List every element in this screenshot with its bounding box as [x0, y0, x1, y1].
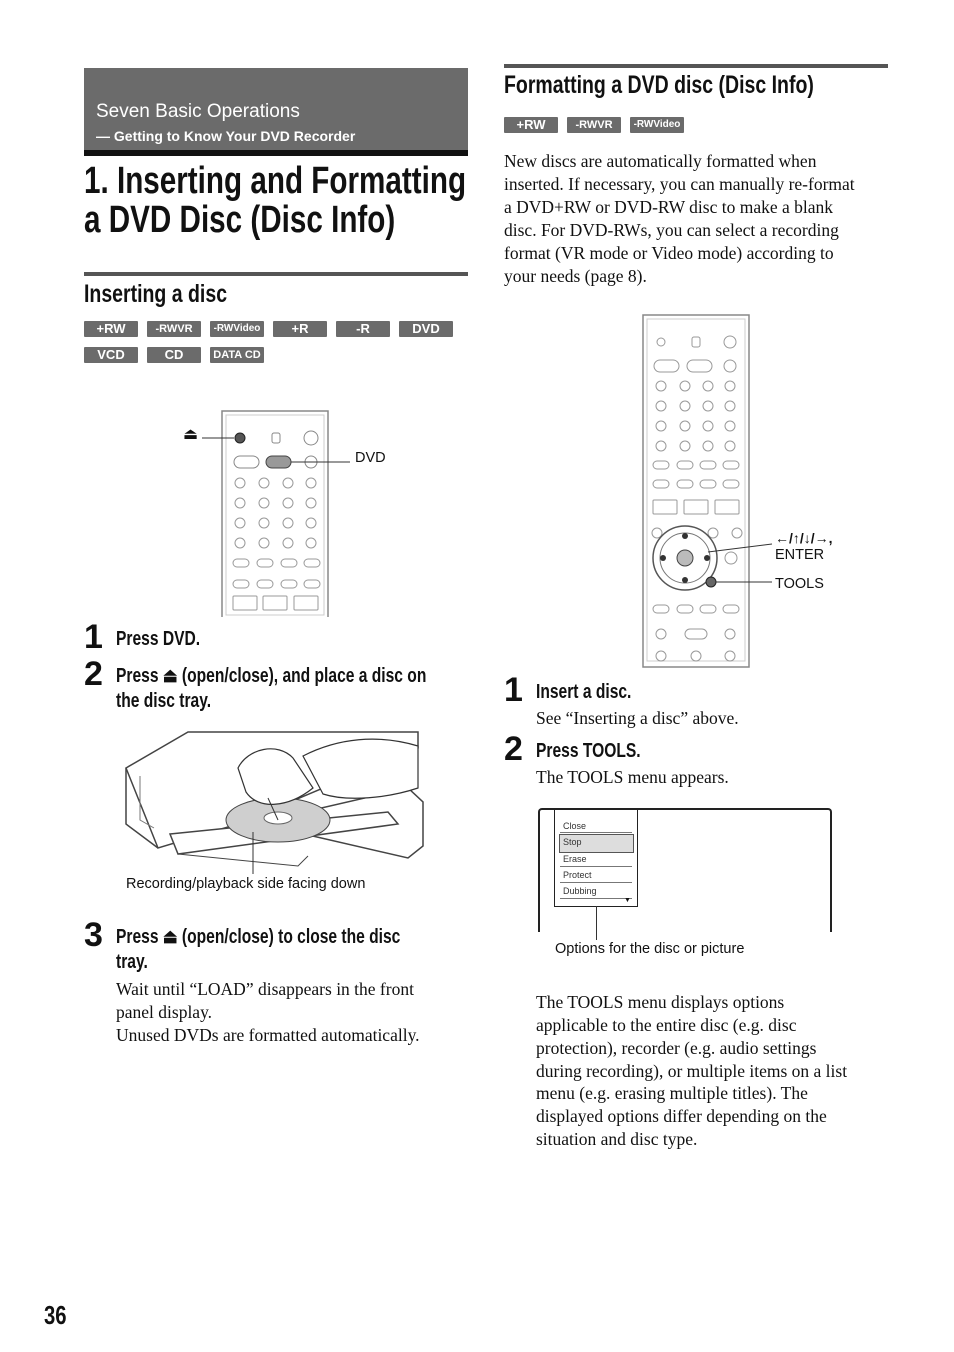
menu-item-protect[interactable]: Protect: [563, 870, 592, 880]
step-body: The TOOLS menu appears.: [536, 767, 729, 787]
badge-plus-rw: +RW: [84, 321, 138, 337]
badge-minus-rw-video: -RWVideo: [210, 321, 264, 337]
inserting-heading: Inserting a disc: [84, 280, 228, 308]
menu-divider: [560, 866, 632, 867]
outro-line: applicable to the entire disc (e.g. disc: [536, 1015, 797, 1035]
menu-caption-pointer: [596, 906, 597, 940]
remote-label-dvd: DVD: [355, 450, 386, 466]
intro-line: New discs are automatically formatted when: [504, 151, 817, 171]
step-text: Press DVD.: [116, 628, 201, 650]
outro-line: protection), recorder (e.g. audio settings: [536, 1038, 817, 1058]
menu-divider: [560, 832, 632, 833]
intro-line: disc. For DVD-RWs, you can select a recording: [504, 220, 839, 240]
outro-line: menu (e.g. erasing multiple titles). The: [536, 1083, 808, 1103]
step-text: the disc tray.: [116, 690, 212, 712]
outro-line: displayed options differ depending on the: [536, 1106, 827, 1126]
left-heading-rule: [84, 272, 468, 276]
remote-label-arrows: ←/↑/↓/→,: [775, 530, 833, 546]
disc-tray-illustration: [118, 728, 428, 878]
menu-divider: [560, 898, 632, 899]
tray-caption: Recording/playback side facing down: [126, 876, 366, 892]
badge-minus-rw-video: -RWVideo: [630, 117, 684, 133]
step-number: 2: [84, 655, 103, 693]
badge-minus-rw-vr: -RWVR: [147, 321, 201, 337]
intro-line: inserted. If necessary, you can manually re-format: [504, 174, 855, 194]
badge-minus-r: -R: [336, 321, 390, 337]
step-number: 3: [84, 916, 103, 954]
badge-minus-rw-vr: -RWVR: [567, 117, 621, 133]
page-number: 36: [44, 1300, 67, 1330]
badge-plus-r: +R: [273, 321, 327, 337]
outro-line: situation and disc type.: [536, 1129, 698, 1149]
menu-item-stop[interactable]: Stop: [563, 837, 582, 847]
menu-item-close[interactable]: Close: [563, 821, 587, 831]
intro-line: format (VR mode or Video mode) according to: [504, 243, 834, 263]
remote-illustration-dvd: [180, 405, 380, 617]
badge-data-cd: DATA CD: [210, 347, 264, 363]
menu-divider: [560, 882, 632, 883]
step-number: 2: [504, 730, 523, 768]
step-number: 1: [84, 618, 103, 656]
outro-line: during recording), or multiple items on a list: [536, 1061, 848, 1081]
badge-vcd: VCD: [84, 347, 138, 363]
step-body: panel display.: [116, 1002, 213, 1022]
step-text: Press ⏏ (open/close) to close the disc: [116, 926, 401, 948]
right-heading-rule: [504, 64, 888, 68]
step-body: Wait until “LOAD” disappears in the front: [116, 979, 414, 999]
page-title-line1: 1. Inserting and Formatting: [84, 160, 467, 202]
step-body: See “Inserting a disc” above.: [536, 708, 739, 728]
section-title: Seven Basic Operations: [96, 101, 300, 122]
menu-item-dubbing[interactable]: Dubbing: [563, 886, 597, 896]
step-number: 1: [504, 671, 523, 709]
menu-scroll-down-icon: ▼: [624, 897, 631, 904]
step-body: Unused DVDs are formatted automatically.: [116, 1025, 420, 1045]
remote-label-enter: ENTER: [775, 547, 825, 563]
badge-cd: CD: [147, 347, 201, 363]
remote-label-eject: ⏏: [183, 426, 199, 443]
page-title-line2: a DVD Disc (Disc Info): [84, 199, 396, 241]
formatting-heading: Formatting a DVD disc (Disc Info): [504, 71, 814, 99]
step-text: Press TOOLS.: [536, 740, 641, 762]
remote-label-tools: TOOLS: [775, 576, 824, 592]
remote-illustration-tools: [640, 312, 780, 668]
menu-item-erase[interactable]: Erase: [563, 854, 587, 864]
intro-line: your needs (page 8).: [504, 266, 647, 286]
step-text: Press ⏏ (open/close), and place a disc on: [116, 665, 427, 687]
section-subtitle: — Getting to Know Your DVD Recorder: [96, 128, 356, 144]
menu-caption: Options for the disc or picture: [555, 941, 745, 957]
badge-dvd: DVD: [399, 321, 453, 337]
intro-line: a DVD+RW or DVD-RW disc to make a blank: [504, 197, 834, 217]
step-text: tray.: [116, 951, 148, 973]
outro-line: The TOOLS menu displays options: [536, 992, 785, 1012]
step-text: Insert a disc.: [536, 681, 632, 703]
badge-plus-rw: +RW: [504, 117, 558, 133]
